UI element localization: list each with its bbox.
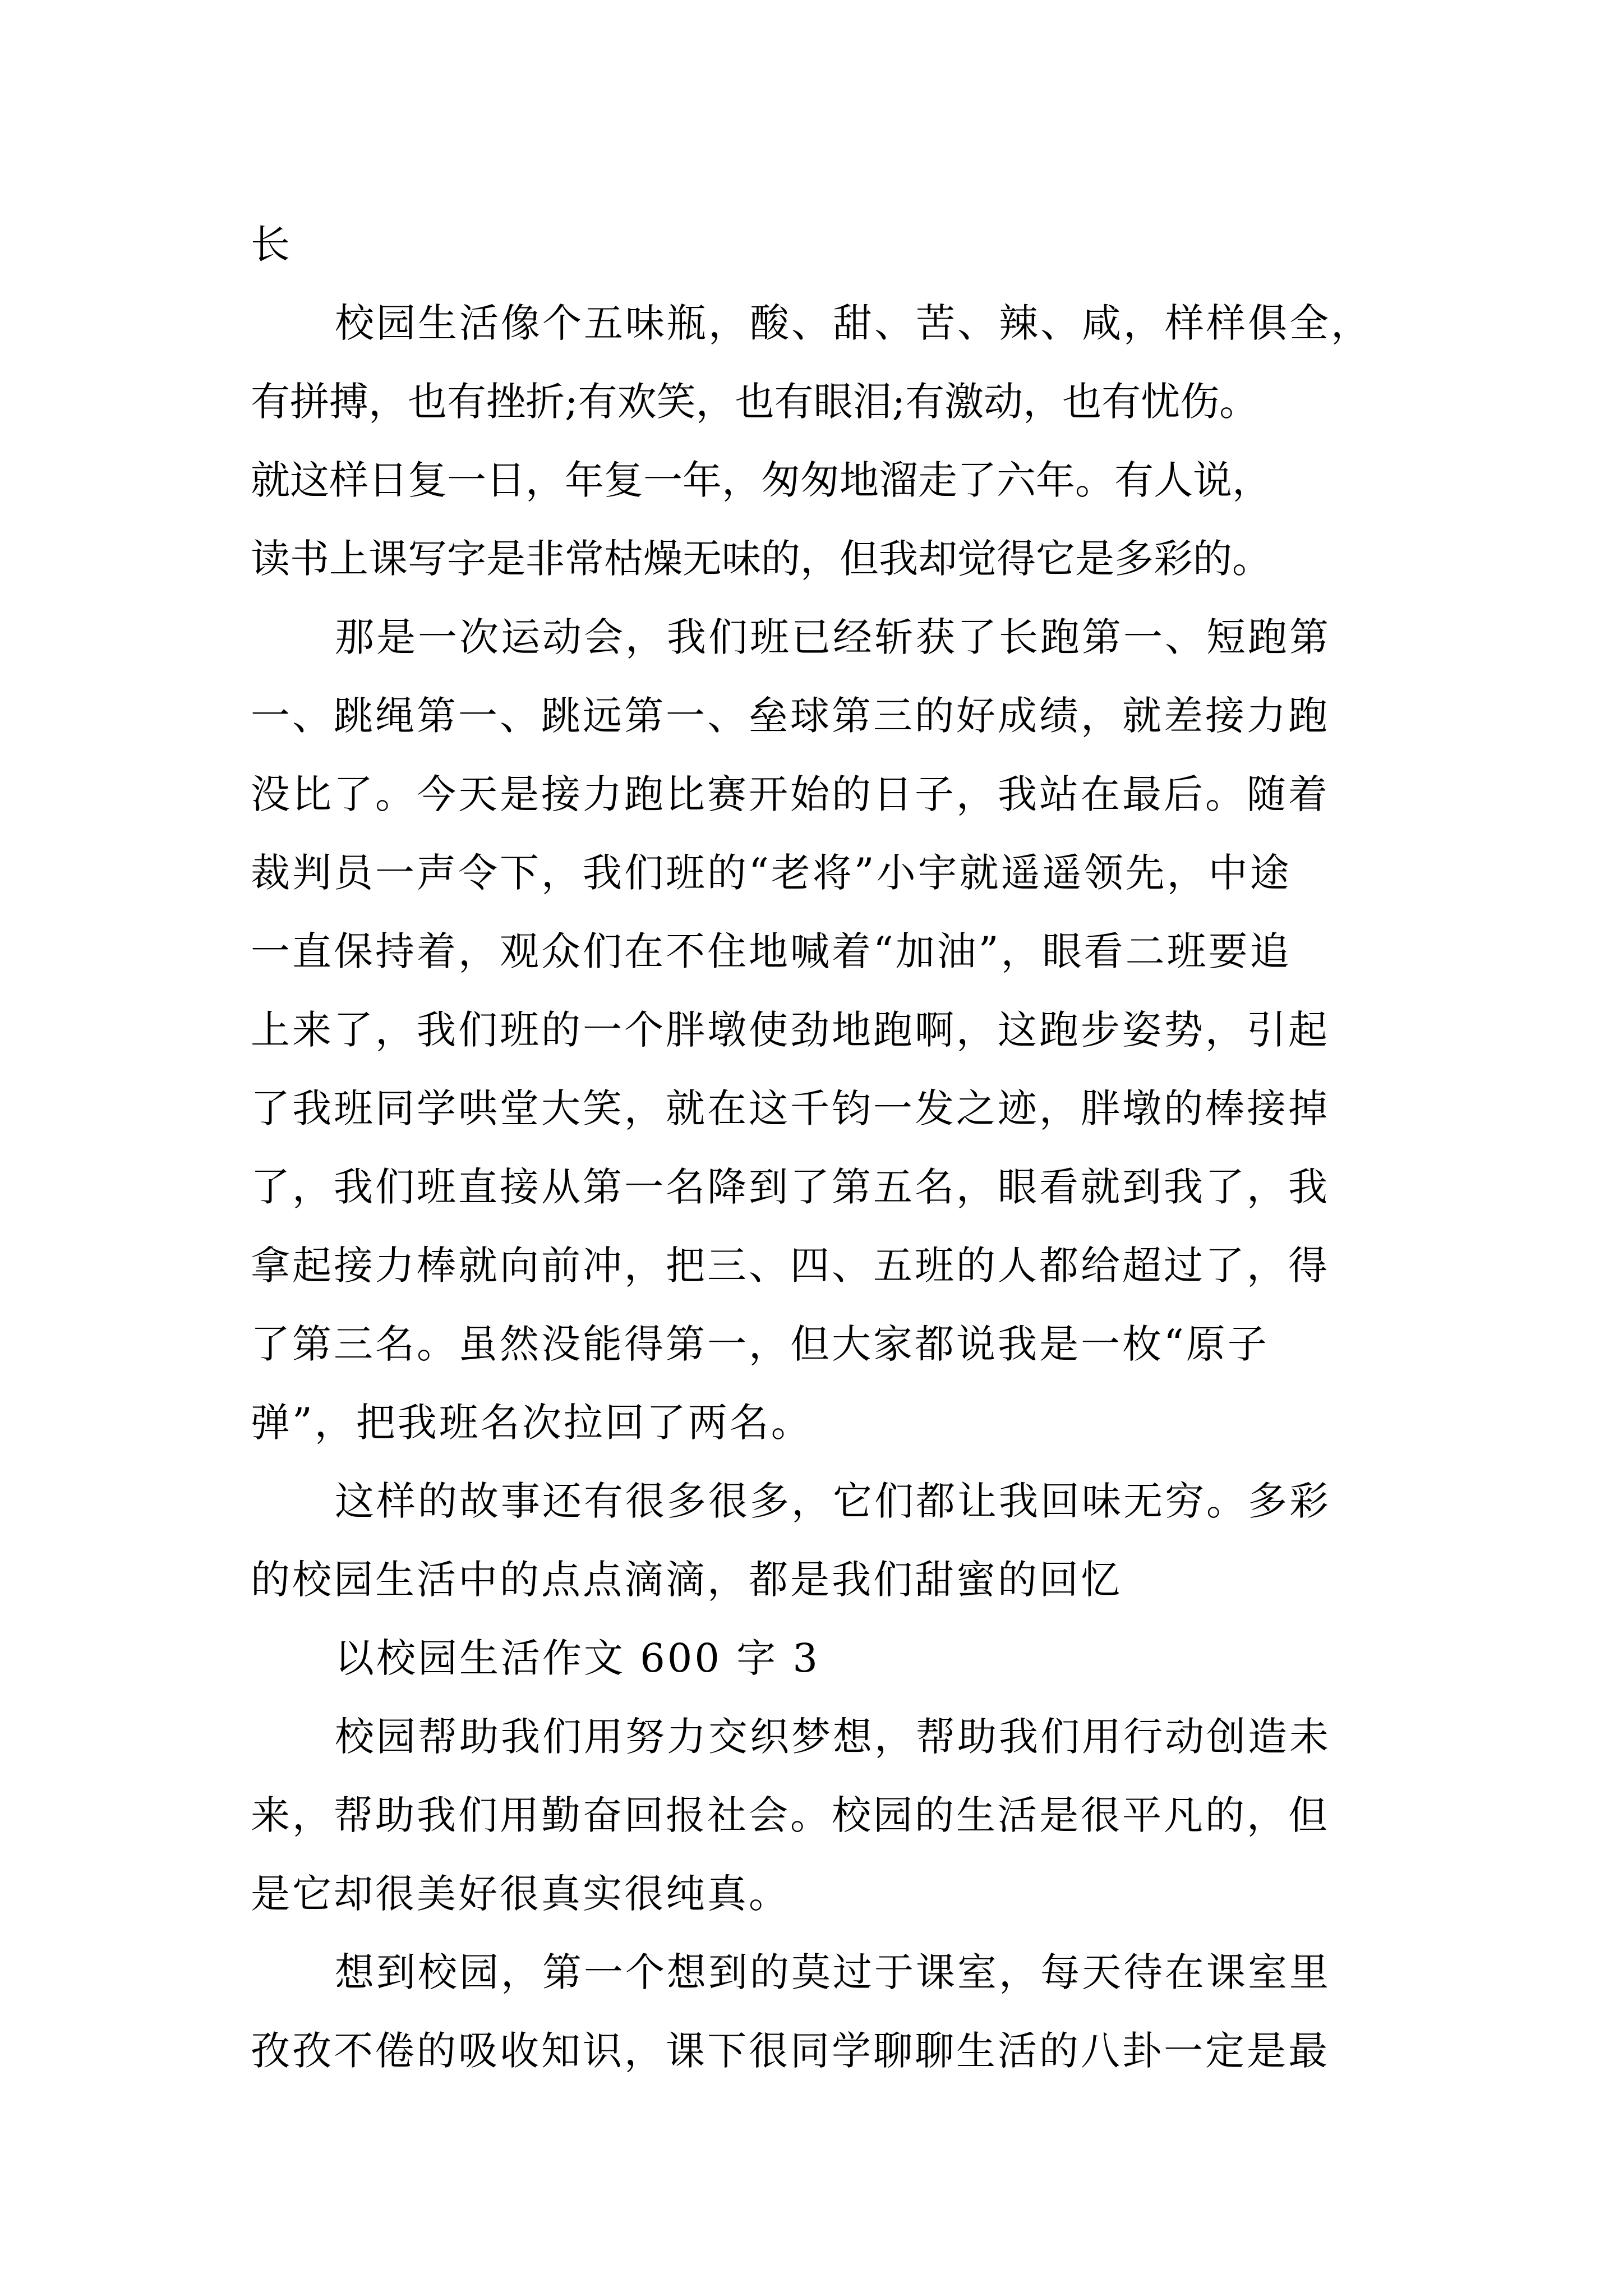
text-line: 没比了。今天是接力跑比赛开始的日子，我站在最后。随着: [251, 771, 1330, 817]
text-line: 长: [251, 222, 292, 268]
text-line: 读书上课写字是非常枯燥无味的，但我却觉得它是多彩的。: [251, 536, 1271, 582]
text-line: 了第三名。虽然没能得第一，但大家都说我是一枚“原子: [251, 1321, 1269, 1367]
paragraph-first-line: 想到校园，第一个想到的莫过于课室，每天待在课室里: [335, 1949, 1331, 1995]
text-line: 了我班同学哄堂大笑，就在这千钧一发之迹，胖墩的棒接掉: [251, 1085, 1330, 1131]
paragraph-first-line: 那是一次运动会，我们班已经斩获了长跑第一、短跑第: [335, 614, 1331, 660]
paragraph-first-line: 校园帮助我们用努力交织梦想，帮助我们用行动创造未: [335, 1714, 1331, 1760]
text-line: 孜孜不倦的吸收知识，课下很同学聊聊生活的八卦一定是最: [251, 2028, 1330, 2074]
text-line: 一、跳绳第一、跳远第一、垒球第三的好成绩，就差接力跑: [251, 693, 1330, 739]
paragraph-first-line: 校园生活像个五味瓶，酸、甜、苦、辣、咸，样样俱全，: [335, 300, 1372, 346]
text-line: 的校园生活中的点点滴滴，都是我们甜蜜的回忆: [251, 1557, 1122, 1603]
text-line: 就这样日复一日，年复一年，匆匆地溜走了六年。有人说，: [251, 457, 1271, 503]
paragraph-first-line: 这样的故事还有很多很多，它们都让我回味无穷。多彩: [335, 1478, 1331, 1524]
section-heading: 以校园生活作文 600 字 3: [335, 1635, 820, 1681]
text-line: 上来了，我们班的一个胖墩使劲地跑啊，这跑步姿势，引起: [251, 1007, 1330, 1053]
text-line: 一直保持着，观众们在不住地喊着“加油”，眼看二班要追: [251, 928, 1292, 974]
text-line: 了，我们班直接从第一名降到了第五名，眼看就到我了，我: [251, 1164, 1330, 1210]
text-line: 裁判员一声令下，我们班的“老将”小宇就遥遥领先，中途: [251, 850, 1292, 896]
text-line: 来，帮助我们用勤奋回报社会。校园的生活是很平凡的，但: [251, 1792, 1330, 1838]
text-line: 是它却很美好很真实很纯真。: [251, 1871, 790, 1917]
text-line: 拿起接力棒就向前冲，把三、四、五班的人都给超过了，得: [251, 1243, 1330, 1289]
text-line: 弹”，把我班名次拉回了两名。: [251, 1400, 813, 1446]
text-line: 有拼搏，也有挫折;有欢笑，也有眼泪;有激动，也有忧伤。: [251, 379, 1259, 425]
